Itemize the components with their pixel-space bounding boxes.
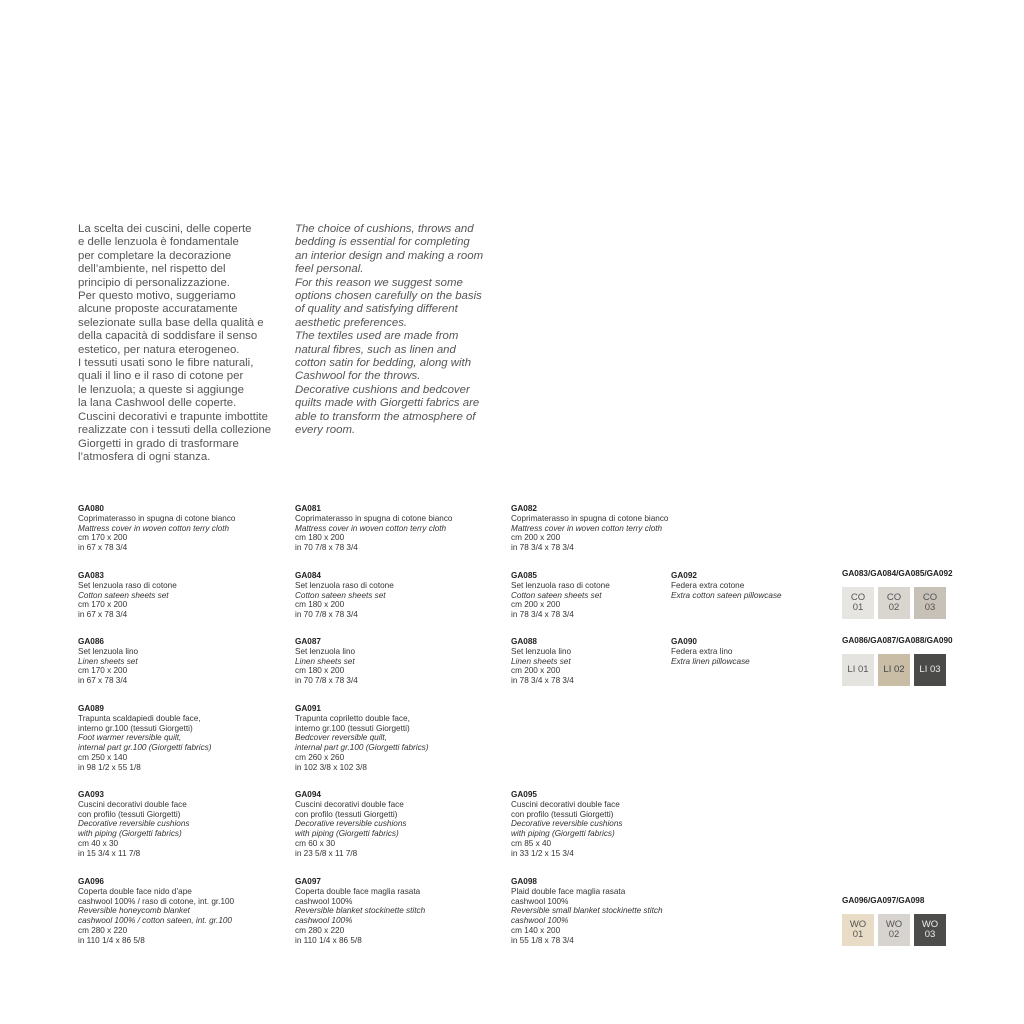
intro-line: For this reason we suggest some — [295, 276, 463, 289]
product-code: GA084 — [295, 571, 321, 580]
intro-line: feel personal. — [295, 263, 364, 276]
product-dimensions: cm 180 x 200 — [295, 533, 345, 543]
intro-line: selezionate sulla base della qualità e — [78, 316, 264, 329]
product-description-en: with piping (Giorgetti fabrics) — [78, 829, 182, 839]
product-ga091 — [295, 704, 505, 773]
product-code: GA098 — [511, 877, 537, 886]
product-description-en: cashwool 100% / cotton sateen, int. gr.100 — [78, 916, 232, 926]
product-ga081 — [295, 504, 505, 553]
product-description-it: Set lenzuola lino — [511, 646, 572, 656]
product-description-it: Federa extra cotone — [671, 580, 745, 590]
product-ga097 — [295, 877, 505, 946]
product-description-it: Cuscini decorativi double face — [78, 799, 187, 809]
swatch-group — [842, 569, 992, 619]
swatch-row — [842, 914, 992, 946]
intro-line: della capacità di soddisfare il senso — [78, 330, 258, 343]
product-code: GA086 — [78, 637, 104, 646]
product-description-it: interno gr.100 (tessuti Giorgetti) — [78, 723, 193, 733]
product-description-it: Trapunta copriletto double face, — [295, 713, 410, 723]
product-ga095 — [511, 790, 721, 859]
swatch-group — [842, 896, 992, 946]
product-description-en: Mattress cover in woven cotton terry cloth — [78, 523, 230, 533]
product-description-it: Federa extra lino — [671, 646, 733, 656]
product-description-en: with piping (Giorgetti fabrics) — [511, 829, 615, 839]
product-description-it: Cuscini decorativi double face — [295, 799, 404, 809]
intro-line: an interior design and making a room — [295, 249, 484, 262]
product-description-en: Bedcover reversible quilt, — [295, 733, 387, 743]
product-code: GA088 — [511, 637, 537, 646]
intro-line: Giorgetti in grado di trasformare — [78, 437, 239, 450]
product-description-it: Coprimaterasso in spugna di cotone bianco — [78, 513, 236, 523]
product-description-it: Set lenzuola raso di cotone — [295, 580, 394, 590]
intro-line: La scelta dei cuscini, delle coperte — [78, 223, 252, 235]
product-description-en: Foot warmer reversible quilt, — [78, 733, 182, 743]
product-description-en: Decorative reversible cushions — [295, 819, 407, 829]
product-dimensions: in 67 x 78 3/4 — [78, 676, 128, 686]
intro-line: realizzate con i tessuti della collezione — [78, 424, 272, 437]
intro-line: aesthetic preferences. — [295, 316, 408, 329]
product-description-it: con profilo (tessuti Giorgetti) — [78, 809, 181, 819]
product-dimensions: cm 200 x 200 — [511, 533, 561, 543]
intro-english — [295, 223, 505, 438]
product-description-en: Reversible blanket stockinette stitch — [295, 906, 426, 916]
product-code: GA090 — [671, 637, 697, 646]
intro-line: natural fibres, such as linen and — [295, 343, 456, 356]
product-dimensions: in 23 5/8 x 11 7/8 — [295, 848, 358, 858]
product-dimensions: cm 140 x 200 — [511, 925, 561, 935]
product-description-it: cashwool 100% — [295, 896, 353, 906]
intro-line: bedding is essential for completing — [295, 236, 470, 249]
intro-line: la lana Cashwool delle coperte. — [78, 397, 237, 410]
product-description-en: Cotton sateen sheets set — [511, 590, 602, 600]
intro-line: alcune proposte accuratamente — [78, 303, 238, 316]
product-description-it: Plaid double face maglia rasata — [511, 886, 626, 896]
intro-line: able to transform the atmosphere of — [295, 410, 476, 423]
swatch-group-title: GA096/GA097/GA098 — [842, 896, 925, 905]
intro-line: Cuscini decorativi e trapunte imbottite — [78, 410, 268, 423]
product-description-it: Set lenzuola lino — [295, 646, 356, 656]
intro-line: Cashwool for the throws. — [295, 370, 421, 383]
product-dimensions: cm 40 x 30 — [78, 838, 119, 848]
product-dimensions: cm 280 x 220 — [295, 925, 345, 935]
product-description-en: Reversible honeycomb blanket — [78, 906, 190, 916]
product-dimensions: cm 180 x 200 — [295, 666, 345, 676]
intro-line: quali il lino e il raso di cotone per — [78, 370, 244, 383]
product-code: GA085 — [511, 571, 537, 580]
intro-line: quilts made with Giorgetti fabrics are — [295, 397, 480, 410]
product-code: GA092 — [671, 571, 697, 580]
product-code: GA096 — [78, 877, 104, 886]
product-dimensions: in 102 3/8 x 102 3/8 — [295, 762, 367, 772]
product-description-it: con profilo (tessuti Giorgetti) — [511, 809, 614, 819]
intro-line: The textiles used are made from — [295, 330, 459, 343]
product-ga098 — [511, 877, 721, 946]
product-ga083 — [78, 571, 288, 620]
intro-line: principio di personalizzazione. — [78, 276, 230, 289]
product-ga087 — [295, 637, 505, 686]
product-description-en: Cotton sateen sheets set — [78, 590, 169, 600]
product-dimensions: in 67 x 78 3/4 — [78, 610, 128, 620]
product-description-it: Coperta double face nido d’ape — [78, 886, 192, 896]
product-code: GA083 — [78, 571, 104, 580]
product-code: GA093 — [78, 790, 104, 799]
product-description-it: Cuscini decorativi double face — [511, 799, 620, 809]
product-dimensions: in 78 3/4 x 78 3/4 — [511, 543, 574, 553]
product-dimensions: in 70 7/8 x 78 3/4 — [295, 543, 358, 553]
intro-line: The choice of cushions, throws and — [295, 223, 474, 235]
product-code: GA091 — [295, 704, 321, 713]
product-description-en: Mattress cover in woven cotton terry cloth — [295, 523, 447, 533]
product-description-it: Set lenzuola raso di cotone — [511, 580, 610, 590]
product-dimensions: cm 260 x 260 — [295, 752, 345, 762]
product-description-en: Extra linen pillowcase — [671, 656, 750, 666]
product-dimensions: cm 60 x 30 — [295, 838, 336, 848]
product-code: GA082 — [511, 504, 537, 513]
product-dimensions: in 15 3/4 x 11 7/8 — [78, 848, 141, 858]
product-dimensions: cm 170 x 200 — [78, 666, 128, 676]
intro-line: le lenzuola; a queste si aggiunge — [78, 383, 244, 396]
intro-line: options chosen carefully on the basis — [295, 290, 482, 303]
swatch-row — [842, 587, 992, 619]
product-description-en: internal part gr.100 (Giorgetti fabrics) — [295, 743, 429, 753]
product-dimensions: in 70 7/8 x 78 3/4 — [295, 676, 358, 686]
product-dimensions: cm 250 x 140 — [78, 752, 128, 762]
product-description-en: Linen sheets set — [295, 656, 355, 666]
intro-line: every room. — [295, 424, 356, 437]
product-ga084 — [295, 571, 505, 620]
product-description-it: Coprimaterasso in spugna di cotone bianco — [511, 513, 669, 523]
fabric-swatch[interactable]: WO 02 — [878, 914, 910, 946]
swatch-group — [842, 636, 992, 686]
intro-line: of quality and satisfying different — [295, 303, 458, 316]
product-description-it: con profilo (tessuti Giorgetti) — [295, 809, 398, 819]
intro-line: Per questo motivo, suggeriamo — [78, 290, 236, 303]
intro-italian — [78, 223, 283, 464]
product-dimensions: in 78 3/4 x 78 3/4 — [511, 610, 574, 620]
product-description-en: Mattress cover in woven cotton terry cloth — [511, 523, 663, 533]
fabric-swatch[interactable]: CO 01 — [842, 587, 874, 619]
fabric-swatch[interactable]: LI 03 — [914, 654, 946, 686]
product-description-en: Decorative reversible cushions — [511, 819, 623, 829]
product-ga096 — [78, 877, 288, 946]
product-description-en: cashwool 100% — [295, 916, 353, 926]
fabric-swatch[interactable]: CO 03 — [914, 587, 946, 619]
product-code: GA089 — [78, 704, 104, 713]
product-dimensions: cm 85 x 40 — [511, 838, 552, 848]
product-description-it: Set lenzuola raso di cotone — [78, 580, 177, 590]
product-ga093 — [78, 790, 288, 859]
product-dimensions: cm 280 x 220 — [78, 925, 128, 935]
product-description-it: cashwool 100% — [511, 896, 569, 906]
fabric-swatch[interactable]: LI 02 — [878, 654, 910, 686]
product-description-en: internal part gr.100 (Giorgetti fabrics) — [78, 743, 212, 753]
product-code: GA097 — [295, 877, 321, 886]
product-description-it: interno gr.100 (tessuti Giorgetti) — [295, 723, 410, 733]
product-dimensions: in 110 1/4 x 86 5/8 — [295, 935, 362, 945]
product-dimensions: cm 200 x 200 — [511, 600, 561, 610]
product-description-en: Reversible small blanket stockinette stitch — [511, 906, 663, 916]
product-dimensions: cm 180 x 200 — [295, 600, 345, 610]
swatch-group-title: GA083/GA084/GA085/GA092 — [842, 569, 953, 578]
product-dimensions: in 67 x 78 3/4 — [78, 543, 128, 553]
swatch-group-title: GA086/GA087/GA088/GA090 — [842, 636, 953, 645]
product-description-en: Linen sheets set — [511, 656, 571, 666]
intro-line: per completare la decorazione — [78, 249, 232, 262]
product-description-en: Decorative reversible cushions — [78, 819, 190, 829]
product-dimensions: in 78 3/4 x 78 3/4 — [511, 676, 574, 686]
product-dimensions: cm 170 x 200 — [78, 533, 128, 543]
product-dimensions: cm 200 x 200 — [511, 666, 561, 676]
intro-line: Decorative cushions and bedcover — [295, 383, 470, 396]
fabric-swatch[interactable]: WO 01 — [842, 914, 874, 946]
product-description-en: Cotton sateen sheets set — [295, 590, 386, 600]
product-dimensions: in 70 7/8 x 78 3/4 — [295, 610, 358, 620]
product-dimensions: in 110 1/4 x 86 5/8 — [78, 935, 145, 945]
intro-line: cotton satin for bedding, along with — [295, 357, 472, 370]
fabric-swatch[interactable]: WO 03 — [914, 914, 946, 946]
intro-line: dell’ambiente, nel rispetto del — [78, 263, 226, 276]
swatch-row — [842, 654, 992, 686]
product-code: GA081 — [295, 504, 321, 513]
product-ga094 — [295, 790, 505, 859]
product-dimensions: cm 170 x 200 — [78, 600, 128, 610]
product-description-it: cashwool 100% / raso di cotone, int. gr.100 — [78, 896, 235, 906]
product-dimensions: in 98 1/2 x 55 1/8 — [78, 762, 141, 772]
product-code: GA095 — [511, 790, 537, 799]
product-description-en: Extra cotton sateen pillowcase — [671, 590, 782, 600]
product-code: GA094 — [295, 790, 321, 799]
product-code: GA080 — [78, 504, 104, 513]
product-description-it: Trapunta scaldapiedi double face, — [78, 713, 201, 723]
product-dimensions: in 55 1/8 x 78 3/4 — [511, 935, 574, 945]
fabric-swatch[interactable]: CO 02 — [878, 587, 910, 619]
product-description-en: with piping (Giorgetti fabrics) — [295, 829, 399, 839]
intro-line: l’atmosfera di ogni stanza. — [78, 450, 211, 463]
intro-line: e delle lenzuola è fondamentale — [78, 236, 239, 249]
intro-line: I tessuti usati sono le fibre naturali, — [78, 357, 254, 370]
fabric-swatch[interactable]: LI 01 — [842, 654, 874, 686]
intro-line: estetico, per natura eterogeneo. — [78, 343, 240, 356]
product-ga082 — [511, 504, 721, 553]
product-description-en: Linen sheets set — [78, 656, 138, 666]
product-ga086 — [78, 637, 288, 686]
product-description-en: cashwool 100% — [511, 916, 569, 926]
product-code: GA087 — [295, 637, 321, 646]
product-dimensions: in 33 1/2 x 15 3/4 — [511, 848, 574, 858]
product-description-it: Coperta double face maglia rasata — [295, 886, 421, 896]
product-description-it: Set lenzuola lino — [78, 646, 139, 656]
product-ga080 — [78, 504, 288, 553]
product-ga089 — [78, 704, 288, 773]
product-description-it: Coprimaterasso in spugna di cotone bianco — [295, 513, 453, 523]
